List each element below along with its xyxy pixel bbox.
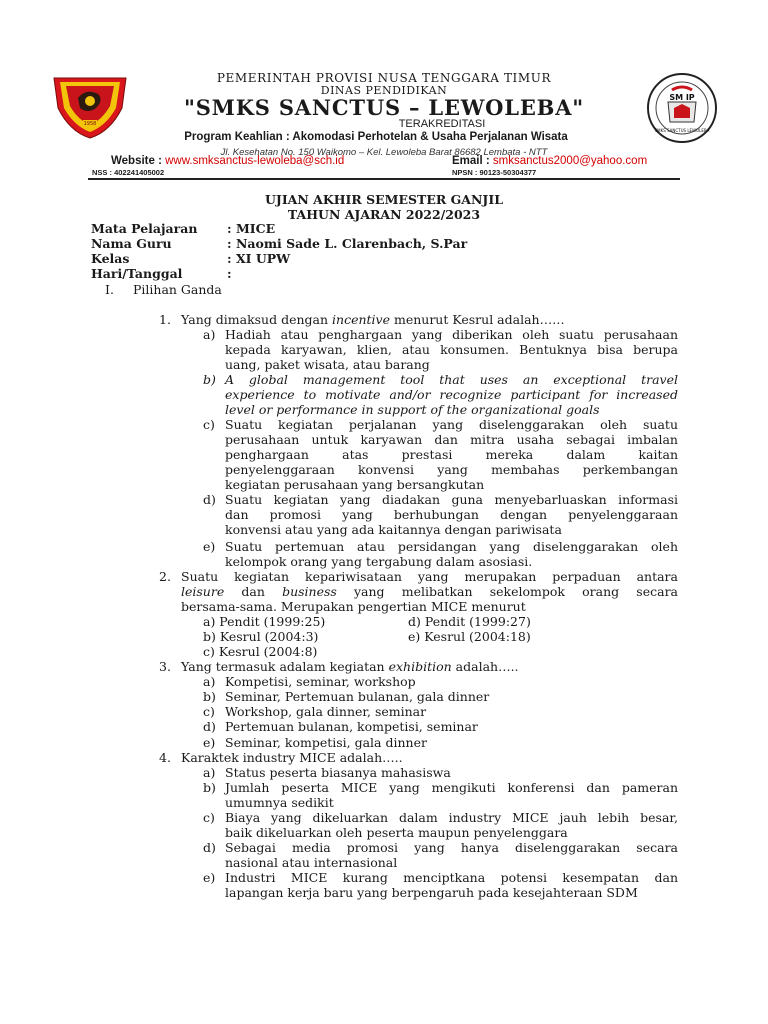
option-text: kepada karyawan, klien, atau konsumen. Bentuknya bisa berupa bbox=[225, 342, 678, 357]
nss-number: NSS : 402241405002 bbox=[92, 168, 165, 177]
option-letter: a) bbox=[203, 674, 216, 689]
option-letter: e) bbox=[203, 870, 216, 885]
option-text: nasional atau internasional bbox=[225, 855, 398, 870]
option-text: kelompok orang yang tergabung dalam asosiasi. bbox=[225, 554, 533, 569]
seal-abbr: SM IP bbox=[669, 93, 695, 102]
option-text: Status peserta biasanya mahasiswa bbox=[225, 765, 451, 780]
option-text: Sebagai media promosi yang hanya diselenggarakan secara bbox=[225, 840, 678, 855]
option-letter: a) bbox=[203, 765, 216, 780]
option-text: konvensi atau yang ada kaitannya dengan pariwisata bbox=[225, 522, 562, 537]
accreditation: TERAKREDITASI bbox=[398, 118, 486, 130]
option-text: e) Kesrul (2004:18) bbox=[408, 629, 531, 644]
info-date bbox=[91, 266, 232, 281]
option-letter: e) bbox=[203, 735, 216, 750]
info-value: : MICE bbox=[227, 221, 276, 236]
option-text: d) Pendit (1999:27) bbox=[408, 614, 531, 629]
option-text: Industri MICE kurang menciptkana potensi kesempatan dan bbox=[225, 870, 678, 885]
option-text: Pertemuan bulanan, kompetisi, seminar bbox=[225, 719, 478, 734]
info-value: : XI UPW bbox=[227, 251, 291, 266]
option-letter: b) bbox=[203, 689, 216, 704]
info-class bbox=[91, 251, 290, 266]
option-text: Workshop, gala dinner, seminar bbox=[225, 704, 427, 719]
question-stem: bersama-sama. Merupakan pengertian MICE menurut bbox=[181, 599, 526, 614]
option-letter: c) bbox=[203, 704, 215, 719]
option-text: uang, paket wisata, atau barang bbox=[225, 357, 430, 372]
info-teacher bbox=[91, 236, 467, 251]
email-link[interactable]: smksanctus2000@yahoo.com bbox=[492, 155, 648, 167]
question-stem: leisure dan business yang melibatkan sekelompok orang secara bbox=[181, 584, 678, 599]
option-text: Suatu pertemuan atau persidangan yang diselenggarakan oleh bbox=[225, 539, 678, 554]
option-text: A global management tool that uses an exceptional travel bbox=[225, 372, 678, 387]
option-text: Hadiah atau penghargaan yang diberikan oleh suatu perusahaan bbox=[225, 327, 678, 342]
option-text: baik dikeluarkan oleh peserta maupun penyelenggara bbox=[225, 825, 568, 840]
option-text: penyelenggaraan konvensi yang membahas perkembangan bbox=[225, 462, 678, 477]
option-text: Suatu kegiatan perjalanan yang diselenggarakan oleh suatu bbox=[225, 417, 678, 432]
option-text: umumnya sedikit bbox=[225, 795, 334, 810]
option-letter: d) bbox=[203, 719, 216, 734]
option-text: b) Kesrul (2004:3) bbox=[203, 629, 319, 644]
option-letter: c) bbox=[203, 417, 215, 432]
info-value: : Naomi Sade L. Clarenbach, S.Par bbox=[227, 236, 468, 251]
emblem-year: 1958 bbox=[83, 121, 97, 127]
header-divider bbox=[88, 178, 680, 180]
option-text: c) Kesrul (2004:8) bbox=[203, 644, 318, 659]
email-label: Email : bbox=[452, 155, 490, 167]
section-title: Pilihan Ganda bbox=[133, 282, 222, 297]
website-label: Website : bbox=[111, 155, 162, 167]
gov-line: PEMERINTAH PROVISI NUSA TENGGARA TIMUR bbox=[216, 71, 552, 85]
info-label: Nama Guru bbox=[91, 236, 172, 251]
option-text: experience to motivate and/or recognize participant for increased bbox=[225, 387, 678, 402]
option-text: Seminar, Pertemuan bulanan, gala dinner bbox=[225, 689, 490, 704]
seal-text: SMKS SANCTUS LEWOLEBA bbox=[654, 128, 710, 133]
program-line: Program Keahlian : Akomodasi Perhotelan & Usaha Perjalanan Wisata bbox=[184, 131, 568, 143]
dept-line: DINAS PENDIDIKAN bbox=[320, 84, 448, 97]
option-text: penghargaan atas prestasi mereka dalam kaitan bbox=[225, 447, 678, 462]
option-letter: b) bbox=[203, 372, 216, 387]
option-letter: b) bbox=[203, 780, 216, 795]
option-text: dan promosi yang berhubungan dengan penyelenggaraan bbox=[225, 507, 678, 522]
question-number: 3. bbox=[159, 659, 171, 674]
option-letter: c) bbox=[203, 810, 215, 825]
option-text: Kompetisi, seminar, workshop bbox=[225, 674, 416, 689]
question-stem: Yang dimaksud dengan incentive menurut Kesrul adalah…… bbox=[181, 312, 565, 327]
option-text: lapangan kerja baru yang berpengaruh pada kesejahteraan SDM bbox=[225, 885, 638, 900]
option-text: perusahaan untuk karyawan dan mitra usaha sebagai imbalan bbox=[225, 432, 678, 447]
section-heading bbox=[105, 282, 222, 297]
email-line bbox=[452, 155, 647, 167]
exam-title: UJIAN AKHIR SEMESTER GANJIL bbox=[265, 192, 503, 207]
option-text: Biaya yang dikeluarkan dalam industry MICE jauh lebih besar, bbox=[225, 810, 678, 825]
option-text: kegiatan perusahaan yang bersangkutan bbox=[225, 477, 485, 492]
exam-year: TAHUN AJARAN 2022/2023 bbox=[287, 207, 481, 222]
info-value: : bbox=[227, 266, 232, 281]
option-text: Suatu kegiatan yang diadakan guna menyebarluaskan informasi bbox=[225, 492, 678, 507]
address-line: Jl. Kesehatan No. 150 Waikomo – Kel. Lewoleba Barat 86682 Lembata - NTT bbox=[220, 147, 548, 158]
info-label: Mata Pelajaran bbox=[91, 221, 198, 236]
school-name: "SMKS SANCTUS – LEWOLEBA" bbox=[183, 95, 585, 120]
option-text: Jumlah peserta MICE yang mengikuti konferensi dan pameran bbox=[225, 780, 678, 795]
website-line bbox=[111, 155, 344, 167]
question-number: 2. bbox=[159, 569, 171, 584]
option-text: level or performance in support of the organizational goals bbox=[225, 402, 600, 417]
npsn-number: NPSN : 90123-50304377 bbox=[452, 168, 537, 177]
option-text: Seminar, kompetisi, gala dinner bbox=[225, 735, 427, 750]
question-number: 4. bbox=[159, 750, 171, 765]
info-label: Kelas bbox=[91, 251, 130, 266]
question-stem: Suatu kegiatan kepariwisataan yang merupakan perpaduan antara bbox=[181, 569, 678, 584]
option-letter: a) bbox=[203, 327, 216, 342]
section-number: I. bbox=[105, 282, 114, 297]
option-letter: e) bbox=[203, 539, 216, 554]
question-number: 1. bbox=[159, 312, 171, 327]
question-stem: Karaktek industry MICE adalah….. bbox=[181, 750, 403, 765]
question-stem: Yang termasuk adalam kegiatan exhibition adalah….. bbox=[181, 659, 519, 674]
info-subject bbox=[91, 221, 275, 236]
option-letter: d) bbox=[203, 492, 216, 507]
option-letter: d) bbox=[203, 840, 216, 855]
website-link[interactable]: www.smksanctus-lewoleba@sch.id bbox=[165, 155, 345, 167]
option-text: a) Pendit (1999:25) bbox=[203, 614, 326, 629]
info-label: Hari/Tanggal bbox=[91, 266, 183, 281]
